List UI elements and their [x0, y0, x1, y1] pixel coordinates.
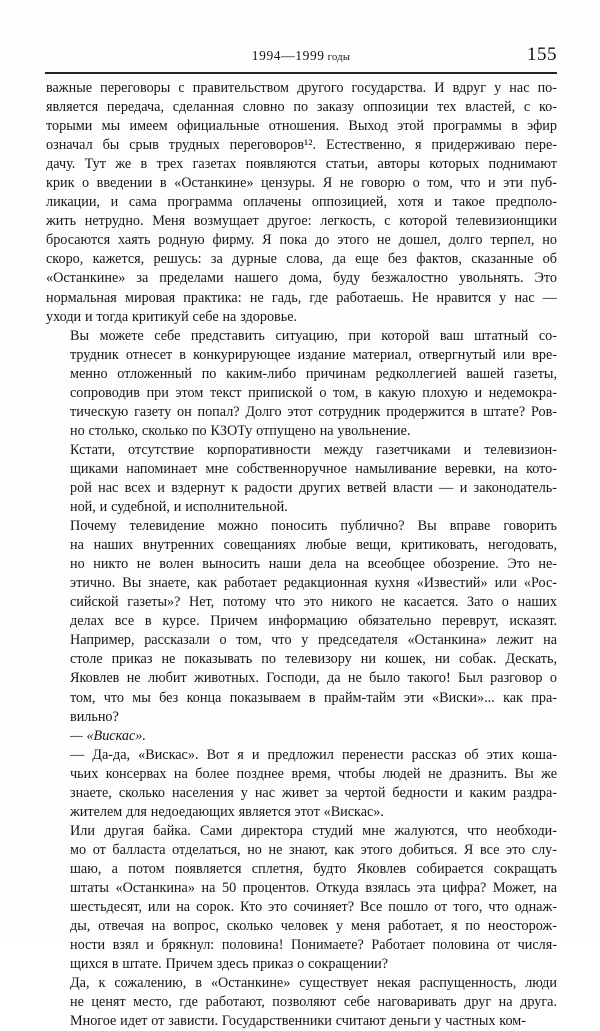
text-line: важные переговоры с правительством другого государства. И вдруг у нас по-: [46, 80, 557, 96]
text-line: не ценят место, где работают, позволяют себе наговаривать друг на друга.: [70, 994, 557, 1011]
text-line: ликации, и сама программа оплачены оппозицией, хотя и такое предполо-: [46, 194, 557, 211]
paragraph: [46, 822, 557, 974]
text-line: бросаются хаять родную фирму. Я пока до этого не дошел, долго терпел, но: [46, 232, 557, 249]
text-line: скоро, кажется, решусь: за дурные слова, да еще без фактов, сказанные об: [46, 251, 557, 268]
text-line: ды, отвечая на вопрос, сколько человек у меня работает, я по неосторож-: [70, 918, 557, 935]
running-head-word: годы: [327, 52, 351, 63]
text-line: уходи и тогда критикуй себе на здоровье.: [46, 308, 298, 325]
text-line: тическую газету он попал? Долго этот сотрудник продержится в штате? Ров-: [70, 403, 557, 420]
italic-run: — «Вискас».: [70, 727, 146, 744]
paragraph: [46, 441, 557, 517]
text-line: ной, и судебной, и исполнительной.: [70, 499, 288, 516]
running-head: [45, 44, 557, 69]
text-line: нормальная мировая практика: не гадь, где работаешь. Не нравится у нас —: [46, 289, 557, 306]
text-line: шаю, а потом появляется сплетня, будто Яковлев собирается сокращать: [70, 860, 557, 877]
text-line: Или другая байка. Сами директора студий мне жалуются, что необходи-: [70, 822, 557, 839]
text-line: щихся в штате. Причем здесь приказ о сокращении?: [70, 956, 389, 973]
text-line: сопроводив при этом текст припиской о том, в какую плохую и недемокра-: [70, 384, 557, 401]
text-line: означал бы срыв трудных переговоров¹². Естественно, я придерживаю пере-: [46, 137, 557, 154]
text-line: менно отложенный по каким-либо причинам редколлегией вашей газеты,: [70, 365, 557, 382]
text-line: но никто не волен выносить наши дела на всеобщее обозрение. Это не-: [70, 556, 557, 573]
text-line: щиками напоминает мне собственноручное намыливание веревки, на кото-: [70, 460, 557, 477]
text-line: Да, к сожалению, в «Останкине» существует некая распущенность, люди: [70, 975, 557, 992]
text-line: знаете, сколько населения у нас живет за чертой бедности и каким раздра-: [70, 784, 557, 801]
text-line: этично. Вы знаете, как работает редакционная кухня «Известий» или «Рос-: [70, 575, 557, 592]
text-line: Яковлев не любит животных. Господи, да не было такого! Был разговор о: [70, 670, 557, 687]
running-head-title: [45, 47, 557, 65]
text-line: крик о введении в «Останкине» цензуры. Я не говорю о том, что и эти пуб-: [46, 175, 557, 192]
text-line: «Останкине» за пределами нашего дома, буду безжалостно увольнять. Это: [46, 270, 557, 287]
text-line: мо от балласта отделаться, но не знают, как этого добиться. Я все это слу-: [70, 841, 557, 858]
text-line: том, что мы без конца показываем в прайм-тайм эти «Виски»... как пра-: [70, 689, 557, 706]
text-line: сийской газеты»? Нет, потому что это никого не касается. Зато о наших: [70, 594, 557, 611]
paragraph: [46, 327, 557, 441]
text-line: столе приказ не показывать по телевизору ни кошек, ни собак. Дескать,: [70, 651, 557, 668]
text-line: торыми мы имеем официальные отношения. Выход этой программы в эфир: [46, 118, 557, 135]
text-line: является передача, сделанная словно по заказу оппозиции тех властей, с ко-: [46, 99, 557, 116]
text-line: но столько, сколько по КЗОТу отпущено на увольнение.: [70, 422, 411, 439]
text-line: [46, 727, 557, 746]
text-line: шестьдесят, или на сорок. Кто это сочиняет? Все пошло от того, что однаж-: [70, 899, 557, 916]
text-line: дачу. Тут же в трех газетах появляются статьи, авторы которых поднимают: [46, 156, 557, 173]
text-line: трудник отнесет в конкурирующее издание материал, отвергнутый или вре-: [70, 346, 557, 363]
header-divider-rule: [45, 72, 557, 74]
text-line: ности взял и брякнул: половина! Понимаете? Работает половина от числя-: [70, 937, 557, 954]
paragraph: [46, 746, 557, 822]
paragraph: [46, 727, 557, 746]
text-line: чьих консервах на более позднее время, чтобы людей не дразнить. Вы же: [70, 765, 557, 782]
text-line: вильно?: [70, 708, 119, 725]
text-line: — Да-да, «Вискас». Вот я и предложил перенести рассказ об этих коша-: [70, 746, 557, 763]
text-line: жить нетрудно. Меня возмущает другое: легкость, с которой телевизионщики: [46, 213, 557, 230]
running-head-years: 1994—1999: [251, 48, 325, 63]
text-line: на наших внутренних совещаниях любые вещи, критиковать, негодовать,: [70, 537, 557, 554]
text-line: рой нас всех и вздернут к радости других ветвей власти — и законодатель-: [70, 479, 557, 496]
text-line: Например, рассказали о том, что у председателя «Останкина» лежит на: [70, 632, 557, 649]
text-line: Многое идет от зависти. Государственники считают деньги у частных ком-: [70, 1013, 526, 1030]
text-line: штаты «Останкина» на 50 процентов. Откуда взялась эта цифра? Может, на: [70, 879, 557, 896]
text-line: Кстати, отсутствие корпоративности между газетчиками и телевизион-: [70, 441, 557, 458]
paragraph: [46, 79, 557, 327]
body-text-block: [46, 79, 557, 1031]
paragraph: [46, 974, 557, 1031]
text-line: делах все в курсе. Причем информацию обязательно переврут, исказят.: [70, 613, 557, 630]
text-line: Вы можете себе представить ситуацию, при которой ваш штатный со-: [70, 327, 557, 344]
page-number: 155: [527, 44, 557, 65]
paragraph: [46, 517, 557, 727]
text-line: Почему телевидение можно поносить публично? Вы вправе говорить: [70, 518, 557, 535]
text-line: жителем для недоедающих является этот «Вискас».: [70, 803, 384, 820]
